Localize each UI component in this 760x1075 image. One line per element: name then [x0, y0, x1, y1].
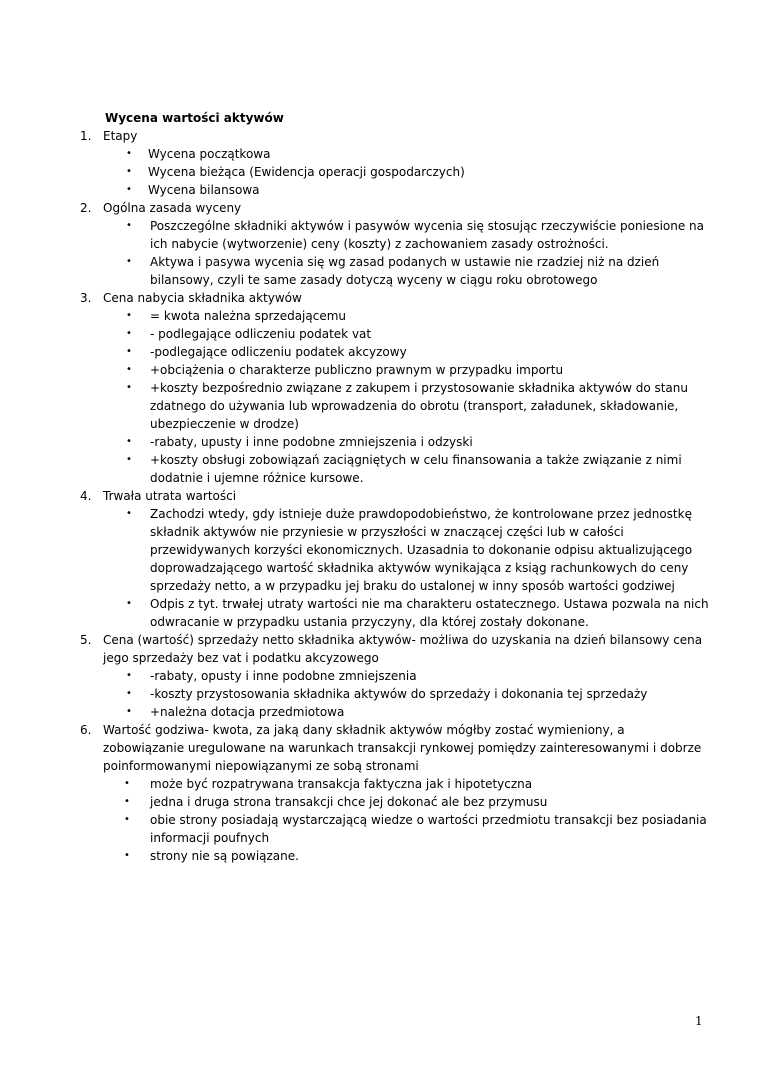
- list-item: [0, 253, 760, 289]
- bullet-icon: •: [126, 166, 132, 177]
- bullet-icon: •: [124, 850, 130, 861]
- bullet-icon: •: [124, 814, 130, 825]
- list-item: [0, 847, 760, 865]
- list-item-text: Wycena bilansowa: [148, 183, 260, 197]
- section-list: [0, 127, 760, 865]
- list-item-text: Poszczególne składniki aktywów i pasywów wycenia się stosując rzeczywiście poniesione na ich nabycie (wytworzenie) ceny (koszty) z zachowaniem zasady ostrożności.: [150, 219, 705, 251]
- list-item-text: może być rozpatrywana transakcja faktyczna jak i hipotetyczna: [150, 777, 533, 791]
- list-item-text: obie strony posiadają wystarczającą wiedze o wartości przedmiotu transakcji bez posiadania informacji poufnych: [150, 813, 707, 845]
- section-heading: Cena nabycia składnika aktywów: [103, 291, 302, 305]
- list-item-text: jedna i druga strona transakcji chce jej dokonać ale bez przymusu: [150, 795, 548, 809]
- bullet-list: [0, 505, 760, 631]
- bullet-icon: •: [126, 256, 132, 267]
- section-heading: Etapy: [103, 129, 138, 143]
- list-item-text: Zachodzi wtedy, gdy istnieje duże prawdopodobieństwo, że kontrolowane przez jednostkę składnik aktywów nie przyniesie w przyszłości w znaczącej części lub w całości przewidywanych korzyści ekonomicznych. Uzasadnia to dokonanie odpisu aktualizującego doprowadzającego wartość składnika aktywów wynikająca z ksiąg rachunkowych do ceny sprzedaży netto, a w przypadku jej braku do ustalonej w inny sposób wartości godziwej: [150, 507, 693, 593]
- bullet-list: [0, 667, 760, 721]
- bullet-icon: •: [126, 220, 132, 231]
- list-item-text: Wycena początkowa: [148, 147, 271, 161]
- list-item: [0, 793, 760, 811]
- bullet-icon: •: [124, 778, 130, 789]
- section-number: 3.: [80, 291, 92, 305]
- list-item: [0, 217, 760, 253]
- bullet-list: [0, 145, 760, 199]
- bullet-icon: •: [126, 454, 132, 465]
- list-item: [0, 325, 760, 343]
- list-item-text: Aktywa i pasywa wycenia się wg zasad podanych w ustawie nie rzadziej niż na dzień bilansowy, czyli te same zasady dotyczą wyceny w ciągu roku obrotowego: [150, 255, 660, 287]
- bullet-list: [0, 217, 760, 289]
- section-number: 5.: [80, 633, 92, 647]
- section-4: [0, 487, 760, 631]
- section-heading: Wartość godziwa- kwota, za jaką dany składnik aktywów mógłby zostać wymieniony, a zobowiązanie uregulowane na warunkach transakcji rynkowej pomiędzy zainteresowanymi i dobrze poinformowanymi niepowiązanymi ze sobą stronami: [103, 723, 702, 773]
- list-item: [0, 685, 760, 703]
- list-item: [0, 703, 760, 721]
- bullet-icon: •: [126, 688, 132, 699]
- list-item: [0, 307, 760, 325]
- list-item: [0, 145, 760, 163]
- page-number: 1: [695, 1014, 703, 1028]
- list-item: [0, 451, 760, 487]
- section-number: 2.: [80, 201, 92, 215]
- section-5: [0, 631, 760, 721]
- list-item-text: +należna dotacja przedmiotowa: [150, 705, 345, 719]
- section-heading: Cena (wartość) sprzedaży netto składnika aktywów- możliwa do uzyskania na dzień bilansowy cena jego sprzedaży bez vat i podatku akcyzowego: [103, 633, 703, 665]
- list-item-text: Wycena bieżąca (Ewidencja operacji gospodarczych): [148, 165, 465, 179]
- bullet-icon: •: [126, 310, 132, 321]
- list-item-text: = kwota należna sprzedającemu: [150, 309, 347, 323]
- bullet-icon: •: [126, 346, 132, 357]
- section-number: 1.: [80, 129, 92, 143]
- section-1: [0, 127, 760, 199]
- bullet-list: [0, 307, 760, 487]
- list-item: [0, 343, 760, 361]
- list-item: [0, 181, 760, 199]
- list-item: [0, 811, 760, 847]
- bullet-icon: •: [126, 706, 132, 717]
- bullet-icon: •: [126, 148, 132, 159]
- bullet-icon: •: [126, 328, 132, 339]
- list-item-text: Odpis z tyt. trwałej utraty wartości nie ma charakteru ostatecznego. Ustawa pozwala na nich odwracanie w przypadku ustania przyczyny, dla której zostały dokonane.: [150, 597, 709, 629]
- list-item-text: -podlegające odliczeniu podatek akcyzowy: [150, 345, 407, 359]
- list-item: [0, 667, 760, 685]
- list-item: [0, 379, 760, 433]
- list-item: [0, 595, 760, 631]
- section-number: 4.: [80, 489, 92, 503]
- document-title: Wycena wartości aktywów: [105, 111, 284, 125]
- section-6: [0, 721, 760, 865]
- list-item: [0, 775, 760, 793]
- list-item-text: strony nie są powiązane.: [150, 849, 299, 863]
- section-number: 6.: [80, 723, 92, 737]
- bullet-icon: •: [124, 796, 130, 807]
- section-heading: Trwała utrata wartości: [103, 489, 237, 503]
- bullet-icon: •: [126, 436, 132, 447]
- list-item-text: - podlegające odliczeniu podatek vat: [150, 327, 372, 341]
- list-item: [0, 163, 760, 181]
- list-item: [0, 505, 760, 595]
- list-item-text: +koszty obsługi zobowiązań zaciągniętych w celu finansowania a także związanie z nimi dodatnie i ujemne różnice kursowe.: [150, 453, 682, 485]
- list-item-text: +obciążenia o charakterze publiczno prawnym w przypadku importu: [150, 363, 564, 377]
- bullet-icon: •: [126, 670, 132, 681]
- list-item-text: -rabaty, opusty i inne podobne zmniejszenia: [150, 669, 417, 683]
- list-item-text: -rabaty, upusty i inne podobne zmniejszenia i odzyski: [150, 435, 473, 449]
- bullet-icon: •: [126, 598, 132, 609]
- bullet-icon: •: [126, 508, 132, 519]
- bullet-list: [0, 775, 760, 865]
- list-item-text: +koszty bezpośrednio związane z zakupem i przystosowanie składnika aktywów do stanu zdatnego do używania lub wprowadzenia do obrotu (transport, załadunek, składowanie, ubezpieczenie w drodze): [150, 381, 688, 431]
- section-heading: Ogólna zasada wyceny: [103, 201, 242, 215]
- bullet-icon: •: [126, 382, 132, 393]
- list-item: [0, 433, 760, 451]
- section-3: [0, 289, 760, 487]
- section-2: [0, 199, 760, 289]
- bullet-icon: •: [126, 364, 132, 375]
- list-item: [0, 361, 760, 379]
- bullet-icon: •: [126, 184, 132, 195]
- list-item-text: -koszty przystosowania składnika aktywów do sprzedaży i dokonania tej sprzedaży: [150, 687, 648, 701]
